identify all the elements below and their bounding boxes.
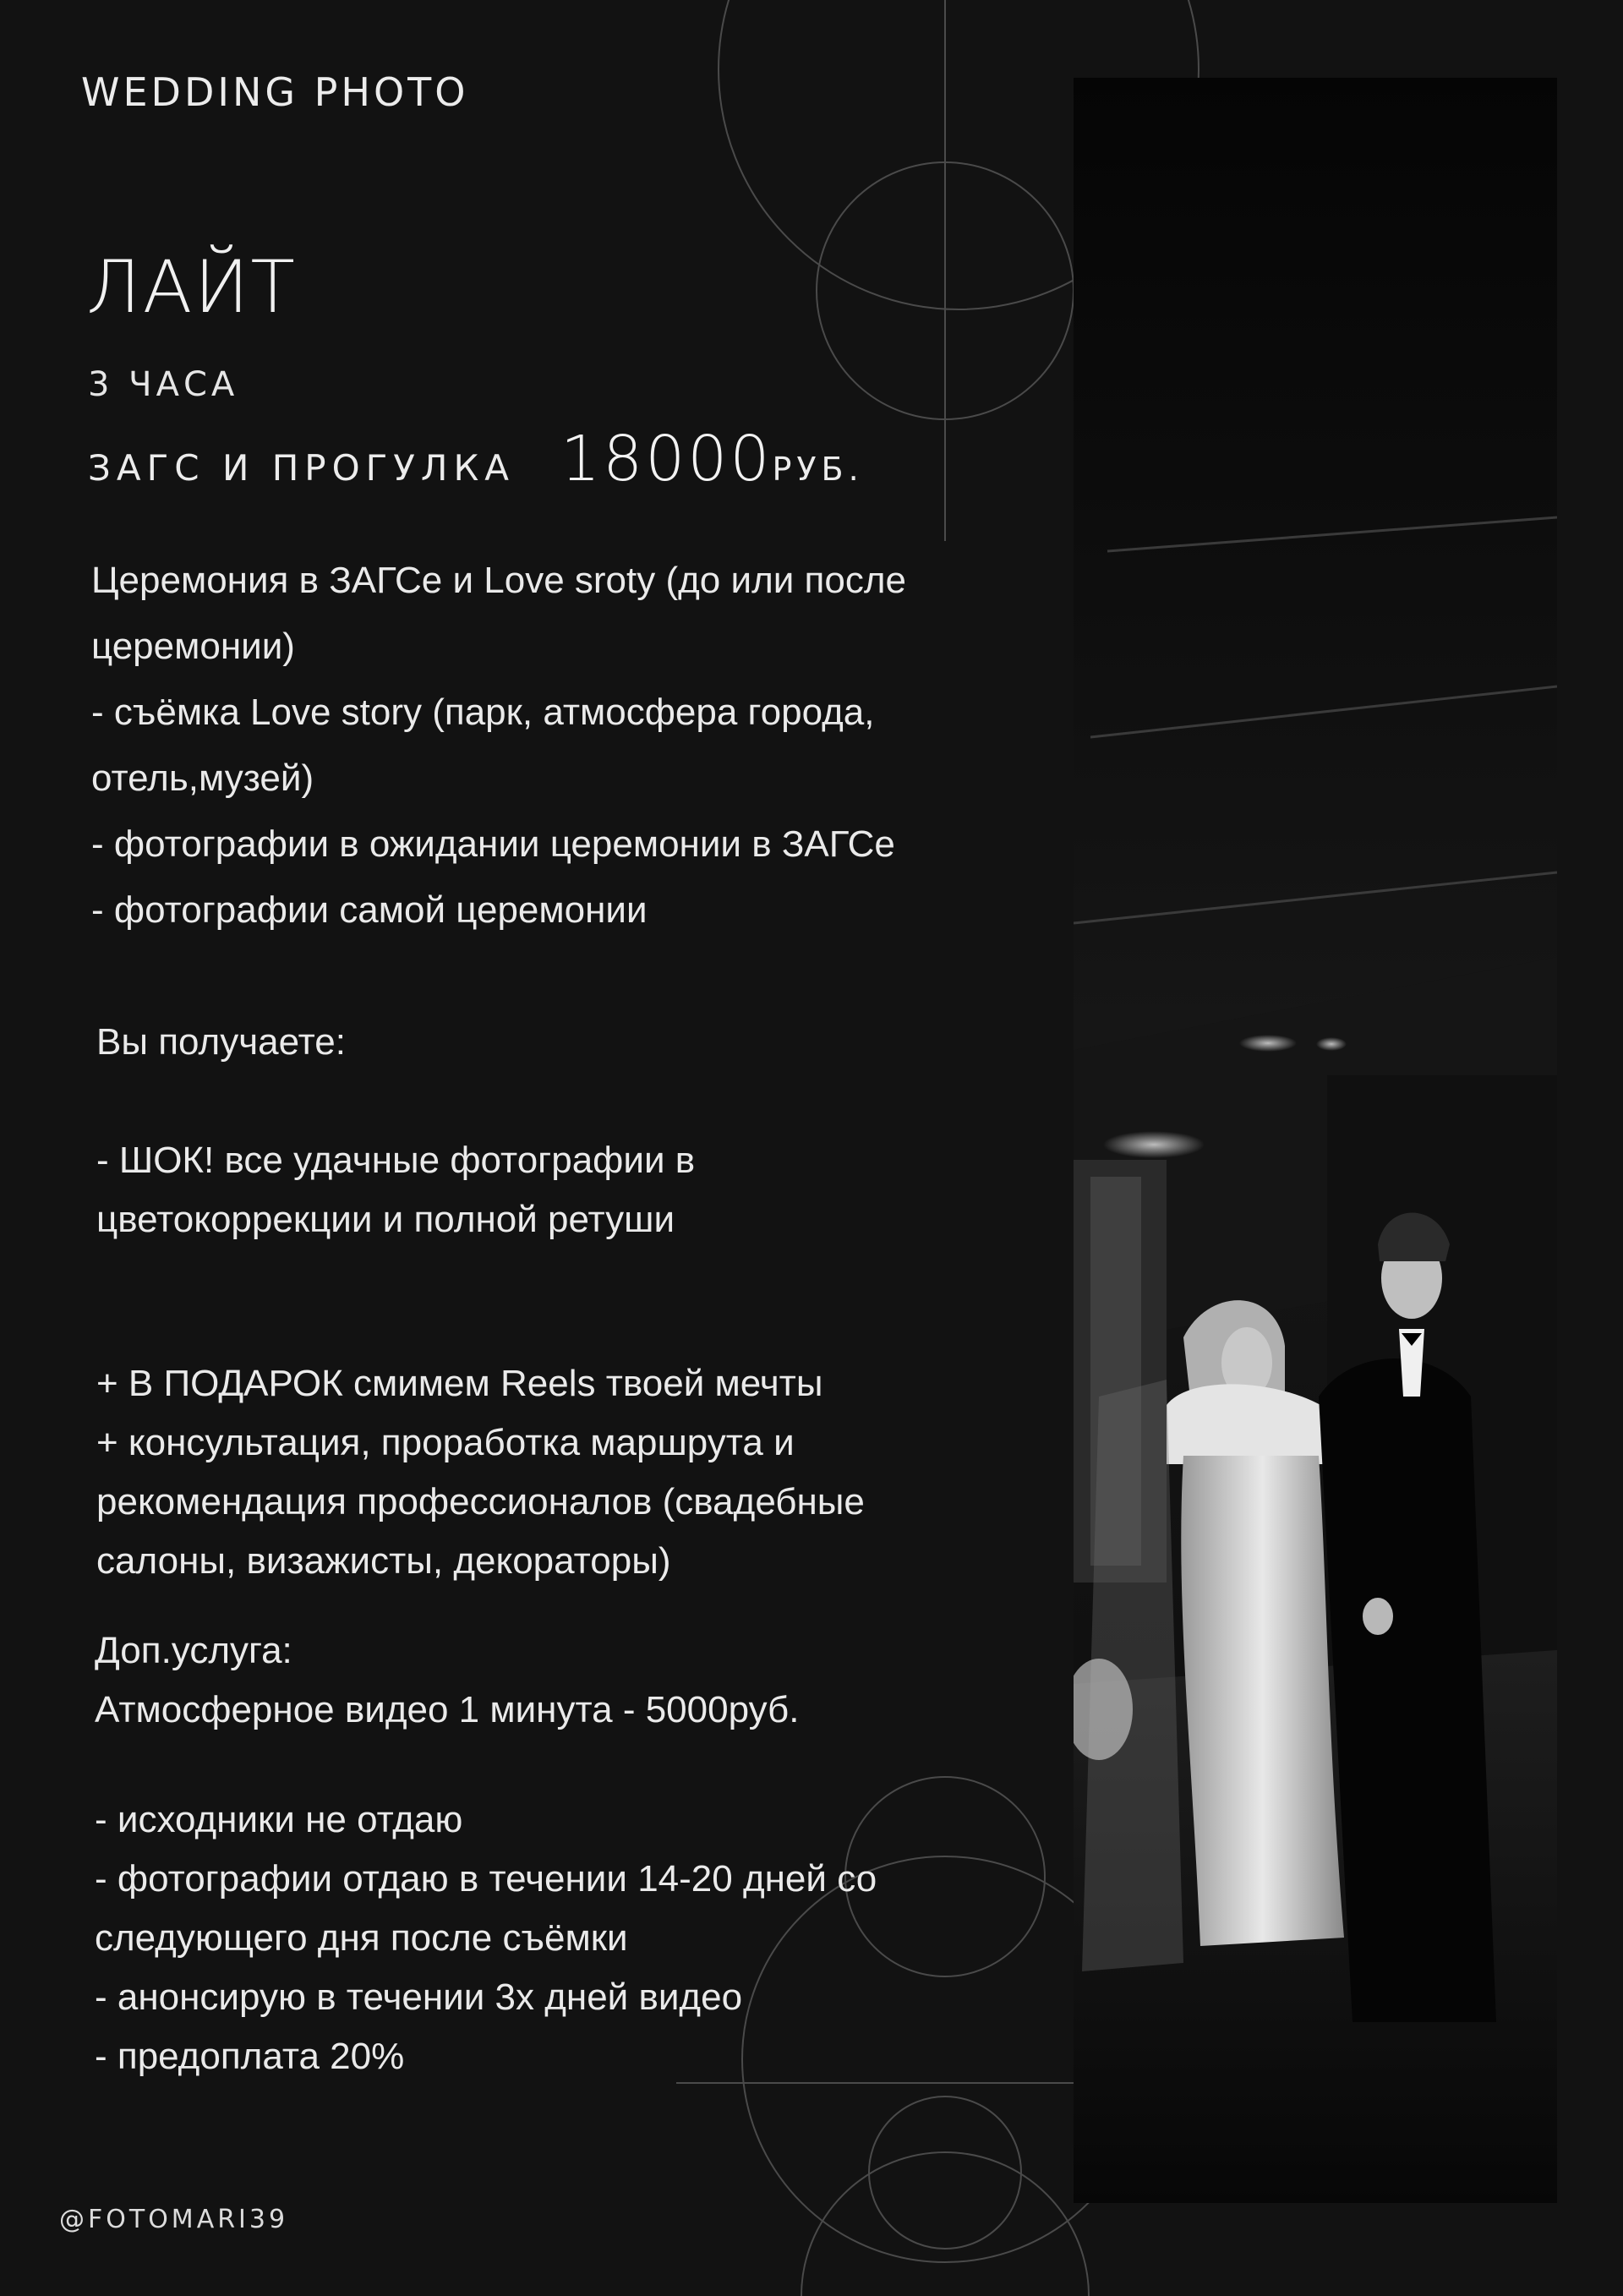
gift-line: салоны, визажисты, декораторы)	[96, 1540, 671, 1582]
description-line: - фотографии самой церемонии	[91, 889, 648, 931]
extra-service-line: Атмосферное видео 1 минута - 5000руб.	[95, 1689, 800, 1730]
extra-service-block	[95, 1621, 1058, 1740]
instagram-handle: @FOTOMARI39	[59, 2205, 289, 2234]
deliverables-line: цветокоррекции и полной ретуши	[96, 1199, 675, 1240]
description-line: Церемония в ЗАГСе и Love sroty (до или после	[91, 560, 906, 601]
spacer	[96, 1072, 1060, 1131]
package-name: ЗАГС И ПРОГУЛКА	[88, 447, 516, 489]
description-line: отель,музей)	[91, 757, 314, 799]
terms-line: - предоплата 20%	[95, 2036, 405, 2077]
terms-block	[95, 1790, 1058, 2086]
terms-line: - исходники не отдаю	[95, 1799, 463, 1840]
plan-duration: 3 ЧАСА	[88, 365, 239, 404]
gift-line: + В ПОДАРОК смимем Reels твоей мечты	[96, 1363, 823, 1404]
description-block	[91, 548, 1055, 943]
terms-line: - фотографии отдаю в течении 14-20 дней со	[95, 1858, 877, 1900]
brand-title: WEDDING PHOTO	[81, 69, 469, 115]
gifts-block	[96, 1354, 1060, 1591]
price-unit: РУБ.	[772, 451, 864, 488]
package-row	[88, 423, 864, 499]
description-line: - фотографии в ожидании церемонии в ЗАГСе	[91, 823, 895, 865]
gift-line: рекомендация профессионалов (свадебные	[96, 1481, 865, 1522]
deliverables-heading: Вы получаете:	[96, 1021, 346, 1063]
terms-line: - анонсирую в течении 3х дней видео	[95, 1976, 743, 2018]
deliverables-block	[96, 1013, 1060, 1249]
wedding-couple-photo	[1074, 78, 1557, 2203]
terms-line: следующего дня после съёмки	[95, 1917, 628, 1959]
description-line: - съёмка Love story (парк, атмосфера города,	[91, 692, 875, 733]
plan-title: ЛАЙТ	[86, 245, 297, 330]
gift-line: + консультация, проработка маршрута и	[96, 1422, 795, 1463]
description-line: церемонии)	[91, 626, 295, 667]
extra-service-heading: Доп.услуга:	[95, 1630, 292, 1671]
deliverables-line: - ШОК! все удачные фотографии в	[96, 1140, 696, 1181]
price-value: 18000	[560, 423, 773, 495]
